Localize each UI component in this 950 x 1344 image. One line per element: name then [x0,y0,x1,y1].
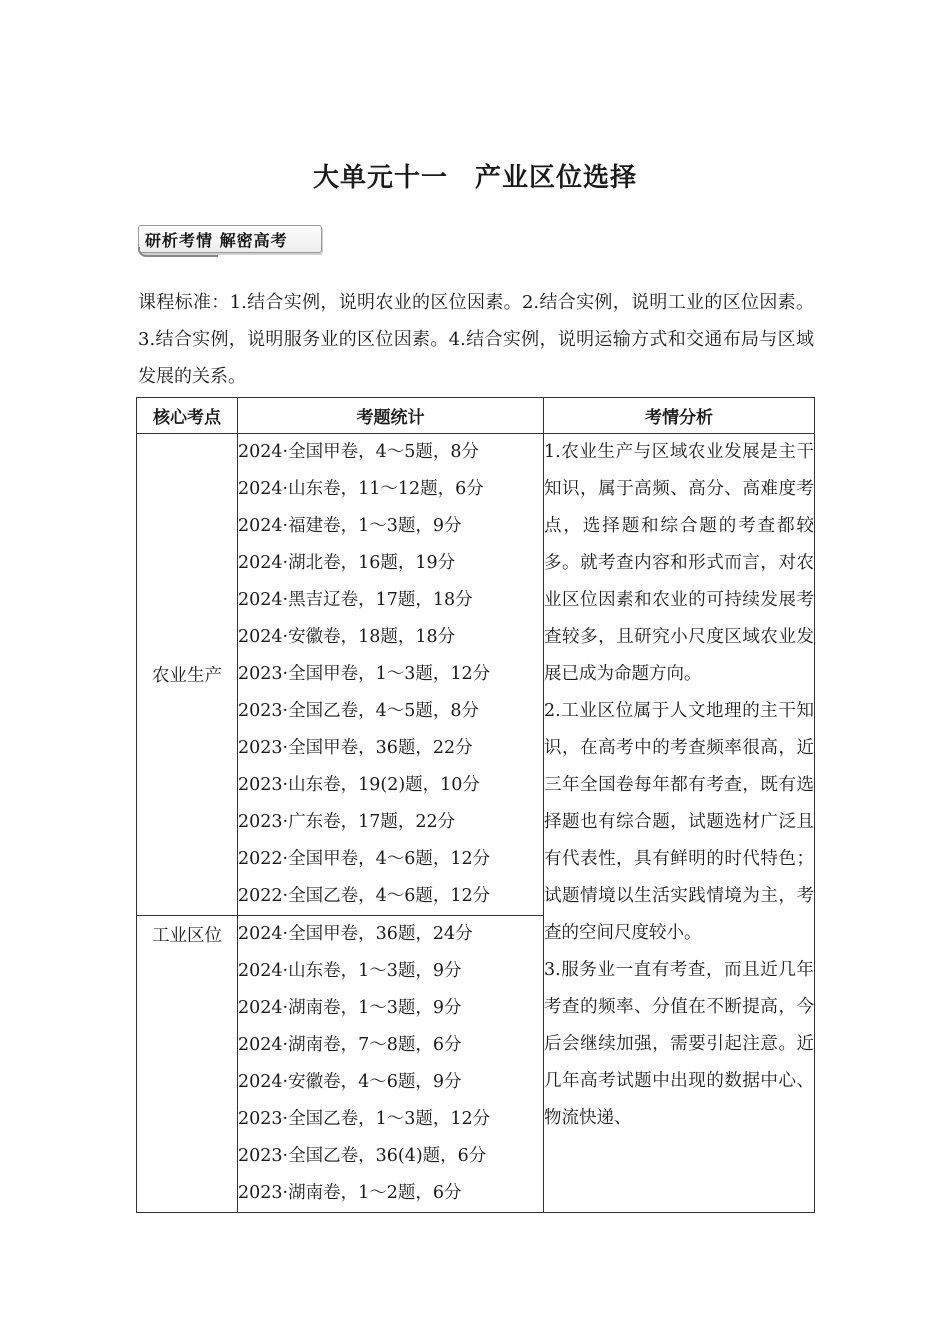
exam-item: 2024·山东卷，1～3题，9分 [238,961,462,981]
exam-item: 2024·山东卷，11～12题，6分 [238,479,484,499]
exam-list-cell [238,916,544,1213]
table-row [137,434,815,916]
banner-label: 研析考情 解密高考 [145,231,288,250]
analysis-paragraph: 3.服务业一直有考查，而且近几年考查的频率、分值在不断提高，今后会继续加强，需要引起注意。近几年高考试题中出现的数据中心、物流快递、 [544,960,814,1128]
exam-item: 2024·黑吉辽卷，17题，18分 [238,590,473,610]
exam-item: 2023·全国乙卷，1～3题，12分 [238,1109,491,1129]
exam-item: 2024·湖南卷，1～3题，9分 [238,998,462,1018]
exam-item: 2024·安徽卷，18题，18分 [238,627,456,647]
exam-item: 2022·全国甲卷，4～6题，12分 [238,849,491,869]
exam-item: 2024·福建卷，1～3题，9分 [238,516,462,536]
exam-item: 2023·全国甲卷，1～3题，12分 [238,664,491,684]
exam-item: 2024·湖南卷，7～8题，6分 [238,1035,462,1055]
analysis-paragraph: 2.工业区位属于人文地理的主干知识，在高考中的考查频率很高，近三年全国卷每年都有考查，既有选择题也有综合题，试题选材广泛且有代表性，具有鲜明的时代特色；试题情境以生活实践情境为主，考查的空间尺度较小。 [544,701,814,943]
exam-item: 2023·全国乙卷，36(4)题，6分 [238,1146,487,1166]
header-exam-stats: 考题统计 [238,398,544,434]
analysis-paragraph: 1.农业生产与区域农业发展是主干知识，属于高频、高分、高难度考点，选择题和综合题的考查都较多。就考查内容和形式而言，对农业区位因素和农业的可持续发展考查较多，且研究小尺度区域农业发展已成为命题方向。 [544,442,814,684]
exam-item: 2024·安徽卷，4～6题，9分 [238,1072,462,1092]
topic-cell: 工业区位 [137,916,238,1213]
exam-analysis-table [136,397,815,1213]
exam-item: 2022·全国乙卷，4～6题，12分 [238,886,491,906]
exam-item: 2024·全国甲卷，4～5题，8分 [238,442,480,462]
page-title: 大单元十一 产业区位选择 [312,163,637,193]
section-banner [138,225,322,257]
header-core-topic: 核心考点 [137,398,238,434]
exam-item: 2023·湖南卷，1～2题，6分 [238,1183,462,1203]
analysis-cell [544,434,815,1213]
exam-item: 2023·广东卷，17题，22分 [238,812,456,832]
table-header-row [137,398,815,434]
exam-item: 2024·全国甲卷，36题，24分 [238,924,473,944]
header-analysis: 考情分析 [544,398,815,434]
exam-list-cell [238,434,544,916]
exam-item: 2023·全国乙卷，4～5题，8分 [238,701,480,721]
exam-item: 2023·山东卷，19(2)题，10分 [238,775,480,795]
exam-item: 2023·全国甲卷，36题，22分 [238,738,473,758]
topic-cell: 农业生产 [137,434,238,916]
curriculum-standard-text: 课程标准：1.结合实例，说明农业的区位因素。2.结合实例，说明工业的区位因素。3.结合实例，说明服务业的区位因素。4.结合实例，说明运输方式和交通布局与区域发展的关系。 [138,292,814,387]
exam-item: 2024·湖北卷，16题，19分 [238,553,456,573]
